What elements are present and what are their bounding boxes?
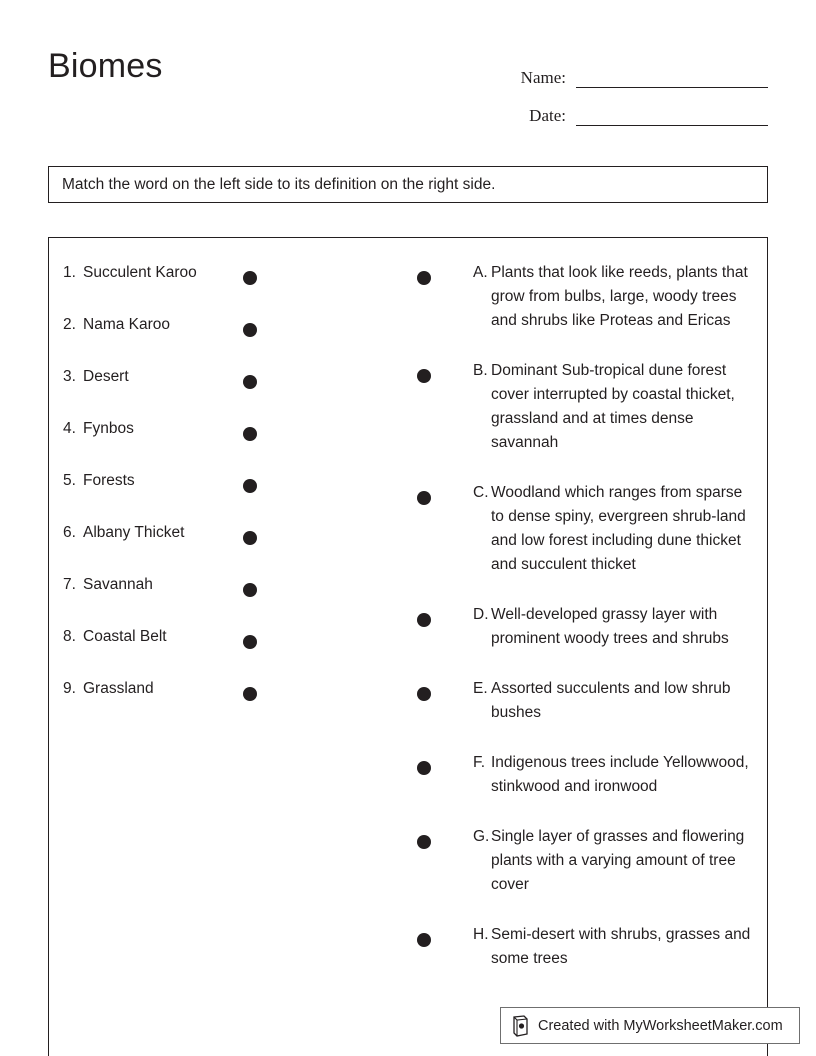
definition-text: Dominant Sub-tropical dune forest cover interrupted by coastal thicket, grassland and at times dense savannah	[491, 362, 735, 451]
definition-row	[417, 825, 755, 897]
term-number: 5.	[63, 472, 76, 489]
definition-row	[417, 603, 755, 651]
name-field-row	[468, 50, 768, 88]
term-number: 7.	[63, 576, 76, 593]
term-match-dot-icon[interactable]	[243, 635, 257, 649]
instructions-text: Match the word on the left side to its definition on the right side.	[62, 175, 496, 193]
definition-row	[417, 677, 755, 725]
watermark-text: Created with MyWorksheetMaker.com	[538, 1017, 783, 1034]
definition-row	[417, 751, 755, 799]
term-label: Grassland	[83, 680, 154, 697]
definition-text: Indigenous trees include Yellowwood, stinkwood and ironwood	[491, 754, 749, 795]
definition-match-dot-icon[interactable]	[417, 687, 431, 701]
matching-exercise-box	[48, 237, 768, 1056]
definition-letter: G.	[473, 828, 490, 845]
term-match-dot-icon[interactable]	[243, 479, 257, 493]
definitions-column	[417, 261, 755, 997]
term-label: Savannah	[83, 576, 153, 593]
terms-column	[63, 261, 271, 729]
term-match-dot-icon[interactable]	[243, 375, 257, 389]
definition-letter: E.	[473, 680, 488, 697]
term-label: Nama Karoo	[83, 316, 171, 333]
definition-letter: H.	[473, 926, 489, 943]
definition-row	[417, 923, 755, 971]
term-row	[63, 625, 271, 651]
term-label: Desert	[83, 368, 129, 385]
term-label: Fynbos	[83, 420, 134, 437]
term-row	[63, 469, 271, 495]
term-match-dot-icon[interactable]	[243, 531, 257, 545]
term-number: 1.	[63, 264, 76, 281]
definition-text: Plants that look like reeds, plants that grow from bulbs, large, woody trees and shrubs like Proteas and Ericas	[491, 264, 748, 329]
term-number: 4.	[63, 420, 76, 437]
term-label: Albany Thicket	[83, 524, 185, 541]
matching-columns	[49, 238, 767, 1056]
worksheet-header	[48, 44, 768, 134]
term-number: 9.	[63, 680, 76, 697]
page-title: Biomes	[48, 47, 163, 85]
definition-row	[417, 359, 755, 455]
term-match-dot-icon[interactable]	[243, 271, 257, 285]
date-label: Date:	[529, 106, 566, 125]
term-number: 2.	[63, 316, 76, 333]
definition-match-dot-icon[interactable]	[417, 835, 431, 849]
term-row	[63, 261, 271, 287]
definition-text: Assorted succulents and low shrub bushes	[491, 680, 731, 721]
term-row	[63, 417, 271, 443]
name-label: Name:	[520, 68, 566, 87]
definition-text: Single layer of grasses and flowering plants with a varying amount of tree cover	[491, 828, 745, 893]
definition-letter: D.	[473, 606, 489, 623]
definition-letter: A.	[473, 264, 488, 281]
term-match-dot-icon[interactable]	[243, 323, 257, 337]
term-label: Forests	[83, 472, 135, 489]
definition-match-dot-icon[interactable]	[417, 613, 431, 627]
watermark-badge[interactable]	[500, 1007, 800, 1044]
definition-letter: B.	[473, 362, 488, 379]
term-row	[63, 313, 271, 339]
term-number: 3.	[63, 368, 76, 385]
definition-text: Semi-desert with shrubs, grasses and some trees	[491, 926, 751, 967]
term-label: Coastal Belt	[83, 628, 167, 645]
date-field-row	[468, 88, 768, 126]
definition-match-dot-icon[interactable]	[417, 933, 431, 947]
definition-match-dot-icon[interactable]	[417, 491, 431, 505]
term-label: Succulent Karoo	[83, 264, 197, 281]
definition-letter: F.	[473, 754, 486, 771]
term-row	[63, 365, 271, 391]
date-input-line[interactable]	[576, 105, 768, 126]
term-row	[63, 677, 271, 703]
definition-match-dot-icon[interactable]	[417, 271, 431, 285]
term-number: 6.	[63, 524, 76, 541]
definition-row	[417, 261, 755, 333]
name-input-line[interactable]	[576, 67, 768, 88]
instructions-box	[48, 166, 768, 203]
definition-text: Woodland which ranges from sparse to dense spiny, evergreen shrub-land and low forest including dune thicket and succulent thicket	[491, 484, 746, 573]
definition-letter: C.	[473, 484, 489, 501]
term-match-dot-icon[interactable]	[243, 687, 257, 701]
definition-match-dot-icon[interactable]	[417, 761, 431, 775]
student-fields	[468, 50, 768, 126]
worksheet-logo-icon	[511, 1015, 531, 1037]
term-number: 8.	[63, 628, 76, 645]
term-row	[63, 573, 271, 599]
definition-match-dot-icon[interactable]	[417, 369, 431, 383]
term-match-dot-icon[interactable]	[243, 427, 257, 441]
definition-row	[417, 481, 755, 577]
definition-text: Well-developed grassy layer with prominent woody trees and shrubs	[491, 606, 729, 647]
term-row	[63, 521, 271, 547]
term-match-dot-icon[interactable]	[243, 583, 257, 597]
